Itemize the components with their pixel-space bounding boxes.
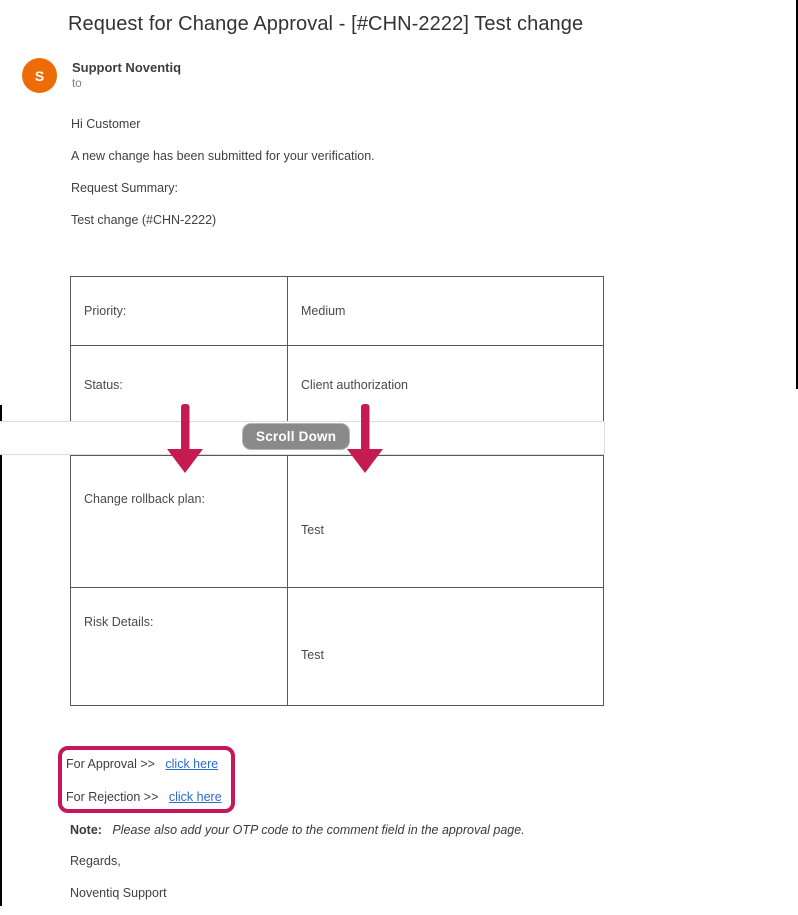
table-row-priority [71, 277, 603, 345]
status-value: Client authorization [287, 346, 603, 423]
note-label: Note: [70, 823, 102, 837]
recipient-to-label: to [72, 78, 82, 90]
rejection-prefix: For Rejection >> [66, 790, 159, 804]
greeting-text: Hi Customer [71, 117, 141, 131]
approval-line [66, 757, 218, 771]
intro-text: A new change has been submitted for your verification. [71, 149, 375, 163]
table-row-status [71, 345, 603, 423]
risk-value: Test [287, 588, 603, 705]
risk-label: Risk Details: [84, 615, 154, 629]
otp-note [70, 823, 525, 837]
scroll-down-badge: Scroll Down [243, 424, 349, 449]
table-row-rollback [71, 456, 603, 587]
rollback-label: Change rollback plan: [84, 492, 205, 506]
status-label: Status: [84, 377, 123, 392]
approval-click-here-link[interactable]: click here [165, 757, 219, 771]
request-summary-value: Test change (#CHN-2222) [71, 213, 217, 227]
signature-text: Noventiq Support [70, 886, 167, 900]
rejection-click-here-link[interactable]: click here [168, 790, 222, 804]
table-row-risk [71, 587, 603, 705]
priority-label: Priority: [84, 304, 127, 318]
sender-avatar[interactable] [22, 58, 57, 93]
request-summary-label: Request Summary: [71, 181, 178, 195]
rollback-value: Test [287, 456, 603, 587]
approval-prefix: For Approval >> [66, 757, 155, 771]
details-table-top [70, 276, 604, 424]
priority-value: Medium [287, 277, 603, 345]
email-subject: Request for Change Approval - [#CHN-2222] Test change [68, 13, 584, 35]
window-edge-left [0, 405, 2, 906]
note-text: Please also add your OTP code to the comment field in the approval page. [112, 823, 525, 837]
down-arrow-icon [165, 404, 205, 474]
sender-name: Support Noventiq [72, 60, 182, 75]
down-arrow-icon [345, 404, 385, 474]
regards-text: Regards, [70, 854, 121, 868]
details-table-bottom [70, 455, 604, 706]
rejection-line [66, 790, 222, 804]
avatar-initial: S [34, 67, 45, 84]
